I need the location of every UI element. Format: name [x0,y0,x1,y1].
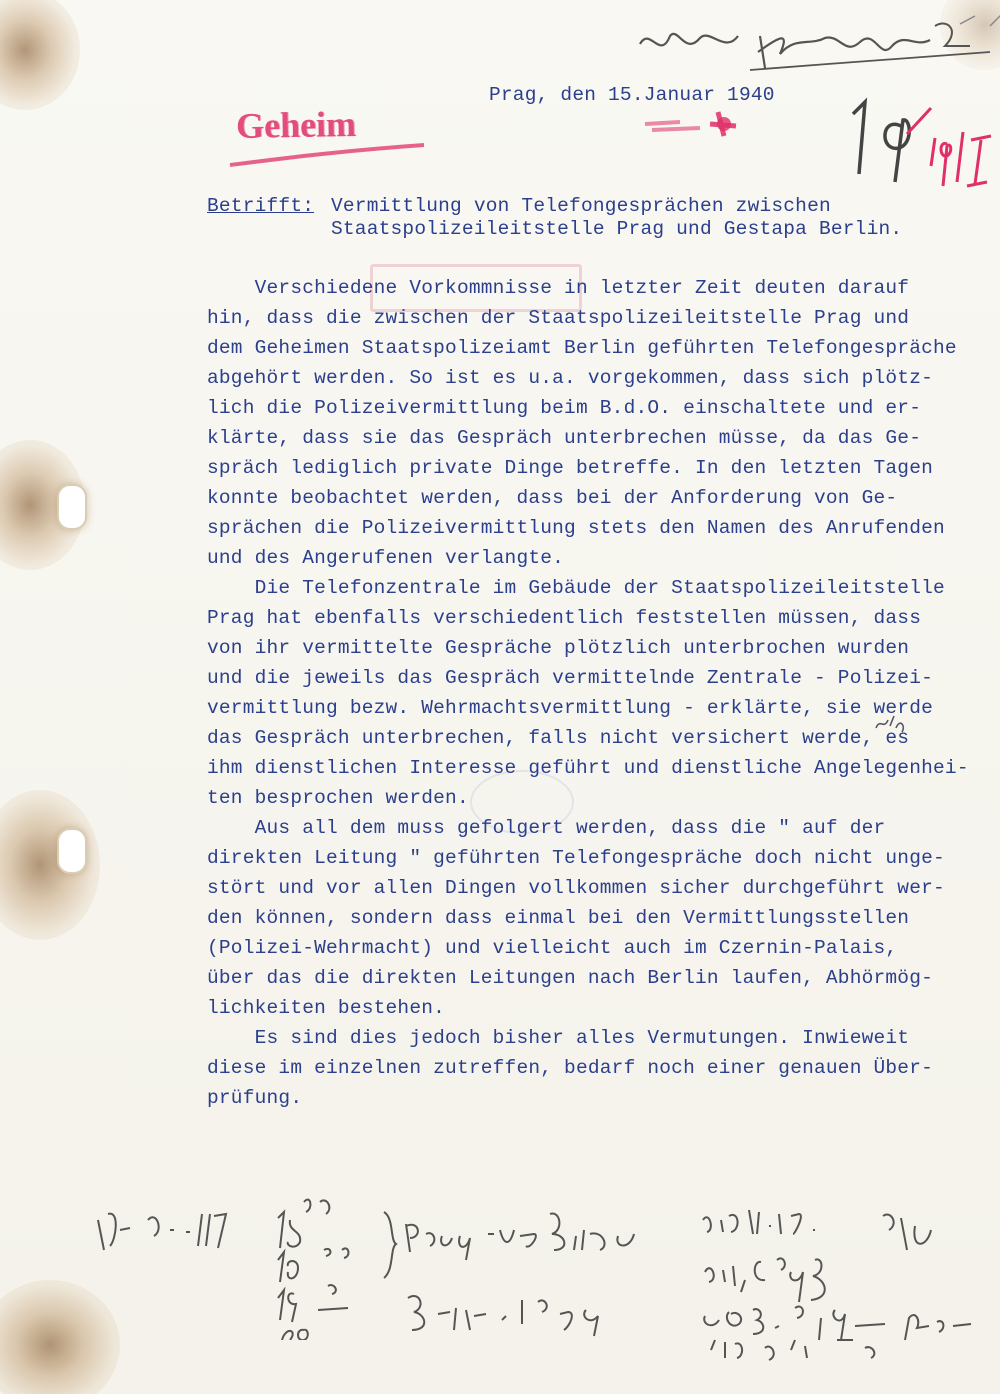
subject-line: Vermittlung von Telefongesprächen zwischen [331,195,831,217]
handwritten-insertion [872,712,912,736]
body-line: lich die Polizeivermittlung beim B.d.O. einschaltete und er- [207,397,922,419]
body-line: von ihr vermittelte Gespräche plötzlich unterbrochen wurden [207,637,910,659]
punch-hole-upper [57,484,87,530]
body-line: Aus all dem muss gefolgert werden, dass die " auf der [207,817,886,839]
body-line: vermittlung bezw. Wehrmachtsvermittlung - erklärte, sie werde [207,697,934,719]
body-line: ihm dienstlichen Interesse geführt und dienstliche Angelegenhei- [207,757,969,779]
body-line: das Gespräch unterbrechen, falls nicht versichert werde, es [207,727,910,749]
subject-line: Staatspolizeileitstelle Prag und Gestapa Berlin. [331,218,903,240]
pencil-notes-left [90,1190,670,1340]
stain-top-left [0,0,80,110]
body-line: den können, sondern dass einmal bei den Vermittlungsstellen [207,907,910,929]
red-ink-blot [640,106,750,146]
body-line: Die Telefonzentrale im Gebäude der Staatspolizeileitstelle [207,577,945,599]
body-line: spräch lediglich private Dinge betreffe. In den letzten Tagen [207,457,934,479]
body-line: direkten Leitung " geführten Telefongespräche doch nicht unge- [207,847,945,869]
body-line: klärte, dass sie das Gespräch unterbrechen müsse, da das Ge- [207,427,922,449]
body-line: Verschiedene Vorkommnisse in letzter Zeit deuten darauf [207,277,910,299]
body-line: stört und vor allen Dingen vollkommen sicher durchgeführt wer- [207,877,945,899]
body-line: Es sind dies jedoch bisher alles Vermutungen. Inwieweit [207,1027,910,1049]
body-line: sprächen die Polizeivermittlung stets den Namen des Anrufenden [207,517,945,539]
body-line: über das die direkten Leitungen nach Berlin laufen, Abhörmög- [207,967,934,989]
punch-hole-lower [57,828,87,874]
body-line: lichkeiten bestehen. [207,997,446,1019]
pencil-notes-right [695,1190,985,1365]
body-line: Prag hat ebenfalls verschiedentlich feststellen müssen, dass [207,607,922,629]
secret-stamp: Geheim [235,103,357,147]
body-line: prüfung. [207,1087,303,1109]
body-line: diese im einzelnen zutreffen, bedarf noch einer genauen Über- [207,1057,934,1079]
body-line: konnte beobachtet werden, dass bei der Anforderung von Ge- [207,487,898,509]
subject-label: Betrifft: [207,195,315,217]
body-line: und die jeweils das Gespräch vermittelnde Zentrale - Polizei- [207,667,934,689]
body-line: und des Angerufenen verlangte. [207,547,565,569]
stamp-underline-stroke [228,143,428,173]
body-line: ten besprochen werden. [207,787,469,809]
place-date: Prag, den 15.Januar 1940 [489,84,775,106]
body-line: (Polizei-Wehrmacht) und vielleicht auch im Czernin-Palais, [207,937,898,959]
body-line: dem Geheimen Staatspolizeiamt Berlin geführten Telefongespräche [207,337,957,359]
body-line: hin, dass die zwischen der Staatspolizeileitstelle Prag und [207,307,910,329]
pencil-number-19 [835,86,1000,196]
body-line: abgehört werden. So ist es u.a. vorgekommen, dass sich plötz- [207,367,934,389]
pencil-signature [630,6,1000,86]
